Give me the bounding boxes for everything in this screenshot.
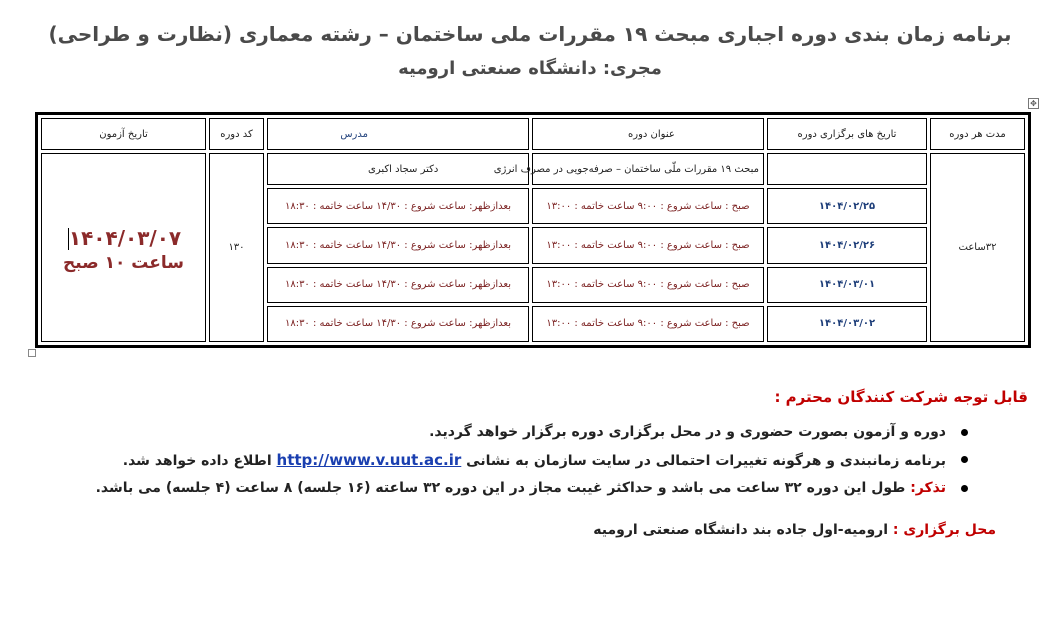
- note-text: برنامه زمانبندی و هرگونه تغییرات احتمالی در سایت سازمان به نشانی: [466, 453, 946, 469]
- venue-line: [0, 522, 996, 538]
- schedule-table: [35, 112, 1031, 348]
- session-date[interactable]: ۱۴۰۴/۰۲/۲۵: [767, 188, 927, 224]
- notice-title: قابل توجه شرکت کنندگان محترم :: [774, 388, 1028, 406]
- session-morning[interactable]: صبح : ساعت شروع : ۹:۰۰ ساعت خاتمه : ۱۳:۰۰: [532, 188, 764, 224]
- list-item: [0, 480, 968, 496]
- exam-date: ۱۴۰۴/۰۳/۰۷: [68, 225, 182, 250]
- website-link[interactable]: http://www.v.uut.ac.ir: [276, 451, 462, 469]
- course-row: [41, 153, 1025, 185]
- list-item: [0, 451, 968, 469]
- exam-time: ساعت ۱۰ صبح: [63, 252, 184, 273]
- list-item: [0, 424, 968, 440]
- session-date[interactable]: ۱۴۰۴/۰۲/۲۶: [767, 227, 927, 263]
- table-move-handle-icon[interactable]: ✥: [1028, 98, 1039, 109]
- exam-cell[interactable]: [41, 153, 206, 342]
- reminder-label: تذکر:: [910, 480, 946, 496]
- table-resize-handle[interactable]: [28, 349, 36, 357]
- empty-date-cell[interactable]: [767, 153, 927, 185]
- session-afternoon[interactable]: بعدازظهر: ساعت شروع : ۱۴/۳۰ ساعت خاتمه : ۱۸:۳۰: [267, 306, 529, 342]
- session-date[interactable]: ۱۴۰۴/۰۳/۰۱: [767, 267, 927, 303]
- duration-cell[interactable]: ۳۲ساعت: [930, 153, 1025, 342]
- session-date[interactable]: ۱۴۰۴/۰۳/۰۲: [767, 306, 927, 342]
- note-text: طول این دوره ۳۲ ساعت می باشد و حداکثر غیبت مجاز در این دوره ۳۲ ساعته (۱۶ جلسه) ۸ ساعت (۴ جلسه) می باشد.: [95, 480, 906, 496]
- course-code-cell[interactable]: ۱۳۰: [209, 153, 264, 342]
- venue-label: محل برگزاری :: [892, 522, 996, 538]
- bullet-icon: [961, 485, 968, 492]
- notes-section: [0, 388, 1028, 538]
- header-row: [41, 118, 1025, 150]
- page-title: برنامه زمان بندی دوره اجباری مبحث ۱۹ مقررات ملی ساختمان – رشته معماری (نظارت و طراحی): [48, 22, 1012, 46]
- instructor-name-cell[interactable]: دکتر سجاد اکبری: [267, 153, 529, 185]
- session-morning[interactable]: صبح : ساعت شروع : ۹:۰۰ ساعت خاتمه : ۱۳:۰۰: [532, 306, 764, 342]
- bullet-icon: [961, 456, 968, 463]
- organizer-subtitle: مجری: دانشگاه صنعتی ارومیه: [398, 58, 662, 79]
- bullet-icon: [961, 429, 968, 436]
- session-afternoon[interactable]: بعدازظهر: ساعت شروع : ۱۴/۳۰ ساعت خاتمه : ۱۸:۳۰: [267, 227, 529, 263]
- venue-text: ارومیه-اول جاده بند دانشگاه صنعتی ارومیه: [593, 522, 889, 538]
- header-exam-date[interactable]: تاریخ آزمون: [41, 118, 206, 150]
- notes-list: [0, 424, 1028, 496]
- session-morning[interactable]: صبح : ساعت شروع : ۹:۰۰ ساعت خاتمه : ۱۳:۰۰: [532, 267, 764, 303]
- note-text: دوره و آزمون بصورت حضوری و در محل برگزاری دوره برگزار خواهد گردید.: [429, 424, 946, 440]
- session-afternoon[interactable]: بعدازظهر: ساعت شروع : ۱۴/۳۰ ساعت خاتمه : ۱۸:۳۰: [267, 188, 529, 224]
- header-course-code[interactable]: کد دوره: [209, 118, 264, 150]
- course-name-cell[interactable]: مبحث ۱۹ مقررات ملّی ساختمان – صرفه‌جویی در مصرف انرژی: [532, 153, 764, 185]
- header-dates[interactable]: تاریخ های برگزاری دوره: [767, 118, 927, 150]
- note-text: اطلاع داده خواهد شد.: [122, 453, 272, 469]
- session-afternoon[interactable]: بعدازظهر: ساعت شروع : ۱۴/۳۰ ساعت خاتمه : ۱۸:۳۰: [267, 267, 529, 303]
- header-instructor[interactable]: مدرس: [267, 118, 529, 150]
- session-morning[interactable]: صبح : ساعت شروع : ۹:۰۰ ساعت خاتمه : ۱۳:۰۰: [532, 227, 764, 263]
- header-duration[interactable]: مدت هر دوره: [930, 118, 1025, 150]
- header-course-title[interactable]: عنوان دوره: [532, 118, 764, 150]
